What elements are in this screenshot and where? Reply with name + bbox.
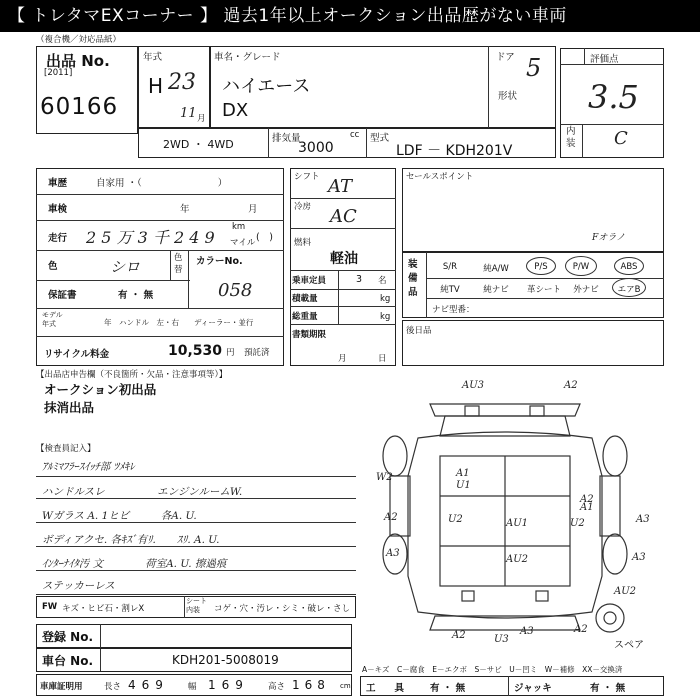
capacity-unit: 名 [378, 276, 387, 286]
mileage-value: 2 5 万 3 千 2 4 9 [86, 228, 215, 247]
notes-line-2: 抹消出品 [44, 400, 95, 415]
lot-label: 出品 No. [46, 52, 110, 70]
car-name: ハイエース [222, 76, 311, 97]
damage-diagram [370, 376, 670, 660]
month-unit: 月 [197, 114, 206, 124]
month-value: 11 [180, 106, 197, 121]
inspection-year: 年 [180, 204, 190, 215]
inspector-line-5: ｲﾝﾀｰﾅｲﾀ汚 文 荷室A. U. 擦過痕 [42, 558, 227, 570]
inspector-line-3: Wガラス A. 1ヒビ 各A. U. [42, 510, 197, 522]
mark-18: A3 [520, 626, 534, 637]
year-value: 23 [168, 70, 196, 95]
mileage-unit-mile: マイル [230, 238, 256, 248]
tools-label: 工 具 [366, 683, 405, 694]
equip-ext-navi: 外ナビ [573, 285, 599, 295]
recycle-value: 10,530 [168, 343, 223, 359]
equip-navi: 純ナビ [483, 285, 509, 295]
door-label: ドア [496, 52, 515, 63]
legend: A－キズ C－腐食 E－エクボ S－サビ U－凹ミ W－補修 XX－交換済 [362, 665, 623, 674]
inspector-line-6: ステッカーレス [42, 580, 115, 592]
cert-height-label: 高さ [268, 682, 286, 692]
year-label: 年式 [143, 52, 163, 63]
door-value: 5 [526, 54, 542, 82]
fuel-label: 燃料 [294, 238, 312, 248]
shift-value: AT [328, 176, 353, 197]
mark-5: U1 [456, 480, 471, 491]
mileage-paren: ( ) [256, 232, 273, 243]
color-change-label: 色替 [174, 253, 183, 275]
mark-12: A3 [636, 514, 650, 525]
mark-11: U2 [570, 518, 585, 529]
capacity-label: 乗車定員 [292, 276, 327, 286]
ac-label: 冷房 [294, 202, 312, 212]
post-reg-box [402, 320, 664, 366]
mark-20: AU2 [614, 586, 637, 597]
mark-9: A2 [580, 494, 594, 505]
color-no-label: カラーNo. [196, 256, 243, 267]
cc-unit: cc [350, 130, 360, 140]
lot-number: 60166 [40, 94, 119, 120]
mark-15: A3 [632, 552, 646, 563]
model-year-value: 年 ハンドル 左・右 ディーラー・並行 [104, 318, 254, 327]
recycle-label: リサイクル料金 [44, 349, 110, 360]
color-value: シロ [110, 258, 141, 276]
equip-alloy: 純A/W [483, 264, 509, 274]
notes-line-1: オークション初出品 [44, 382, 157, 397]
name-label: 車名・グレード [214, 52, 281, 63]
cc-label: 排気量 [272, 133, 301, 144]
inspector-line-1: ｱﾙﾐﾏﾌﾗｰｽｲｯﾁ部 ﾂﾒｷﾚ [42, 461, 135, 473]
spare-label: スペア [614, 640, 644, 651]
mark-8: AU1 [506, 518, 529, 529]
car-grade: DX [222, 100, 249, 121]
drive-label: 2WD ・ 4WD [163, 138, 234, 151]
cert-length: 469 [128, 678, 169, 692]
equip-ps: P/S [534, 262, 548, 272]
model-year-label: モデル年式 [42, 311, 63, 328]
chassis-value: KDH201-5008019 [172, 653, 279, 667]
sales-label: セールスポイント [406, 172, 474, 182]
fuel-value: 軽油 [330, 251, 358, 267]
equip-label: 装備品 [408, 259, 418, 298]
post-reg-label: 後日品 [406, 326, 432, 336]
history-value: 自家用 ・（ ） [96, 178, 228, 189]
warranty-value: 有 ・ 無 [118, 290, 154, 301]
book-label: 書類期限 [292, 330, 327, 340]
mileage-unit-km: km [232, 222, 246, 232]
color-no-value: 058 [218, 280, 253, 301]
seat-items: コゲ・穴・汚レ・シミ・破レ・さし [214, 604, 351, 614]
score-label: 評価点 [590, 54, 619, 65]
mark-17: U3 [494, 634, 509, 645]
cc-value: 3000 [298, 140, 334, 156]
warranty-label: 保証書 [48, 290, 77, 301]
fog-note: Fオラノ [592, 233, 625, 243]
history-label: 車歴 [48, 178, 68, 189]
mark-2: A2 [564, 380, 578, 391]
color-label: 色 [48, 261, 58, 272]
cert-width: 169 [208, 678, 249, 692]
mark-3: W2 [376, 472, 393, 483]
shift-label: シフト [294, 172, 320, 182]
sub-note: （複合機／対応品紙） [36, 35, 122, 45]
cert-length-label: 長さ [104, 682, 122, 692]
gross-unit: kg [380, 312, 391, 322]
tools-value: 有 ・ 無 [430, 683, 466, 694]
cert-unit: cm [340, 682, 351, 690]
cert-width-label: 幅 [188, 682, 197, 692]
lot-stamp: [2011] [44, 68, 73, 78]
capacity-value: 3 [356, 274, 363, 285]
gross-label: 総重量 [292, 312, 318, 322]
mark-1: AU3 [462, 380, 485, 391]
model-value: LDF － KDH201V [396, 143, 513, 159]
mark-6: A2 [384, 512, 398, 523]
jack-value: 有 ・ 無 [590, 683, 626, 694]
equip-abs: ABS [620, 262, 638, 272]
navi-model-label: ナビ型番： [432, 305, 475, 315]
equip-airbag: エアB [617, 285, 641, 295]
mark-13: A3 [386, 548, 400, 559]
interior-value: C [614, 128, 628, 149]
mark-14: AU2 [506, 554, 529, 565]
chassis-label: 車台 No. [42, 654, 94, 668]
inspector-line-2: ハンドルスレ エンジンルームW. [42, 486, 243, 498]
mark-19: A2 [574, 624, 588, 635]
mark-10: A1 [580, 502, 594, 513]
mark-7: U2 [448, 514, 463, 525]
equip-pw: P/W [572, 262, 590, 272]
score-value: 3.5 [588, 78, 639, 116]
jack-label: ジャッキ [514, 683, 552, 694]
equip-sr: S/R [442, 262, 458, 272]
model-label: 型式 [370, 133, 390, 144]
recycle-unit: 円 [226, 348, 235, 358]
recycle-note: 預託済 [244, 348, 270, 358]
inspection-label: 車検 [48, 204, 68, 215]
inspector-heading: 【検査員記入】 [36, 444, 96, 454]
reg-label: 登録 No. [42, 630, 94, 644]
book-month: 月 [338, 354, 347, 364]
fw-items: キズ・ヒビ石・割レX [62, 604, 145, 614]
inspection-month: 月 [248, 204, 258, 215]
book-day: 日 [378, 354, 387, 364]
load-label: 積載量 [292, 294, 318, 304]
mark-4: A1 [456, 468, 470, 479]
mark-16: A2 [452, 630, 466, 641]
cert-label: 車庫証明用 [40, 682, 83, 692]
era: H [148, 74, 164, 98]
interior-label: 内装 [566, 126, 576, 149]
mileage-label: 走行 [48, 233, 68, 244]
ac-value: AC [330, 206, 357, 227]
equip-leather: 革シート [526, 285, 561, 295]
fw-label: FW [42, 602, 58, 612]
inspector-line-4: ボディアクセ. 各ｷｽﾞ有ﾘ. ｽﾘ. A. U. [42, 534, 220, 546]
notes-heading: 【出品店申告欄（不良箇所・欠品・注意事項等）】 [36, 370, 228, 380]
seat-label: シート内装 [186, 597, 207, 614]
shape-label: 形状 [498, 91, 518, 102]
sheet-header: 【 トレタマEXコーナー 】 過去1年以上オークション出品歴がない車両 [0, 0, 700, 32]
equip-tv: 純TV [440, 285, 460, 295]
cert-height: 168 [292, 678, 330, 692]
load-unit: kg [380, 294, 391, 304]
